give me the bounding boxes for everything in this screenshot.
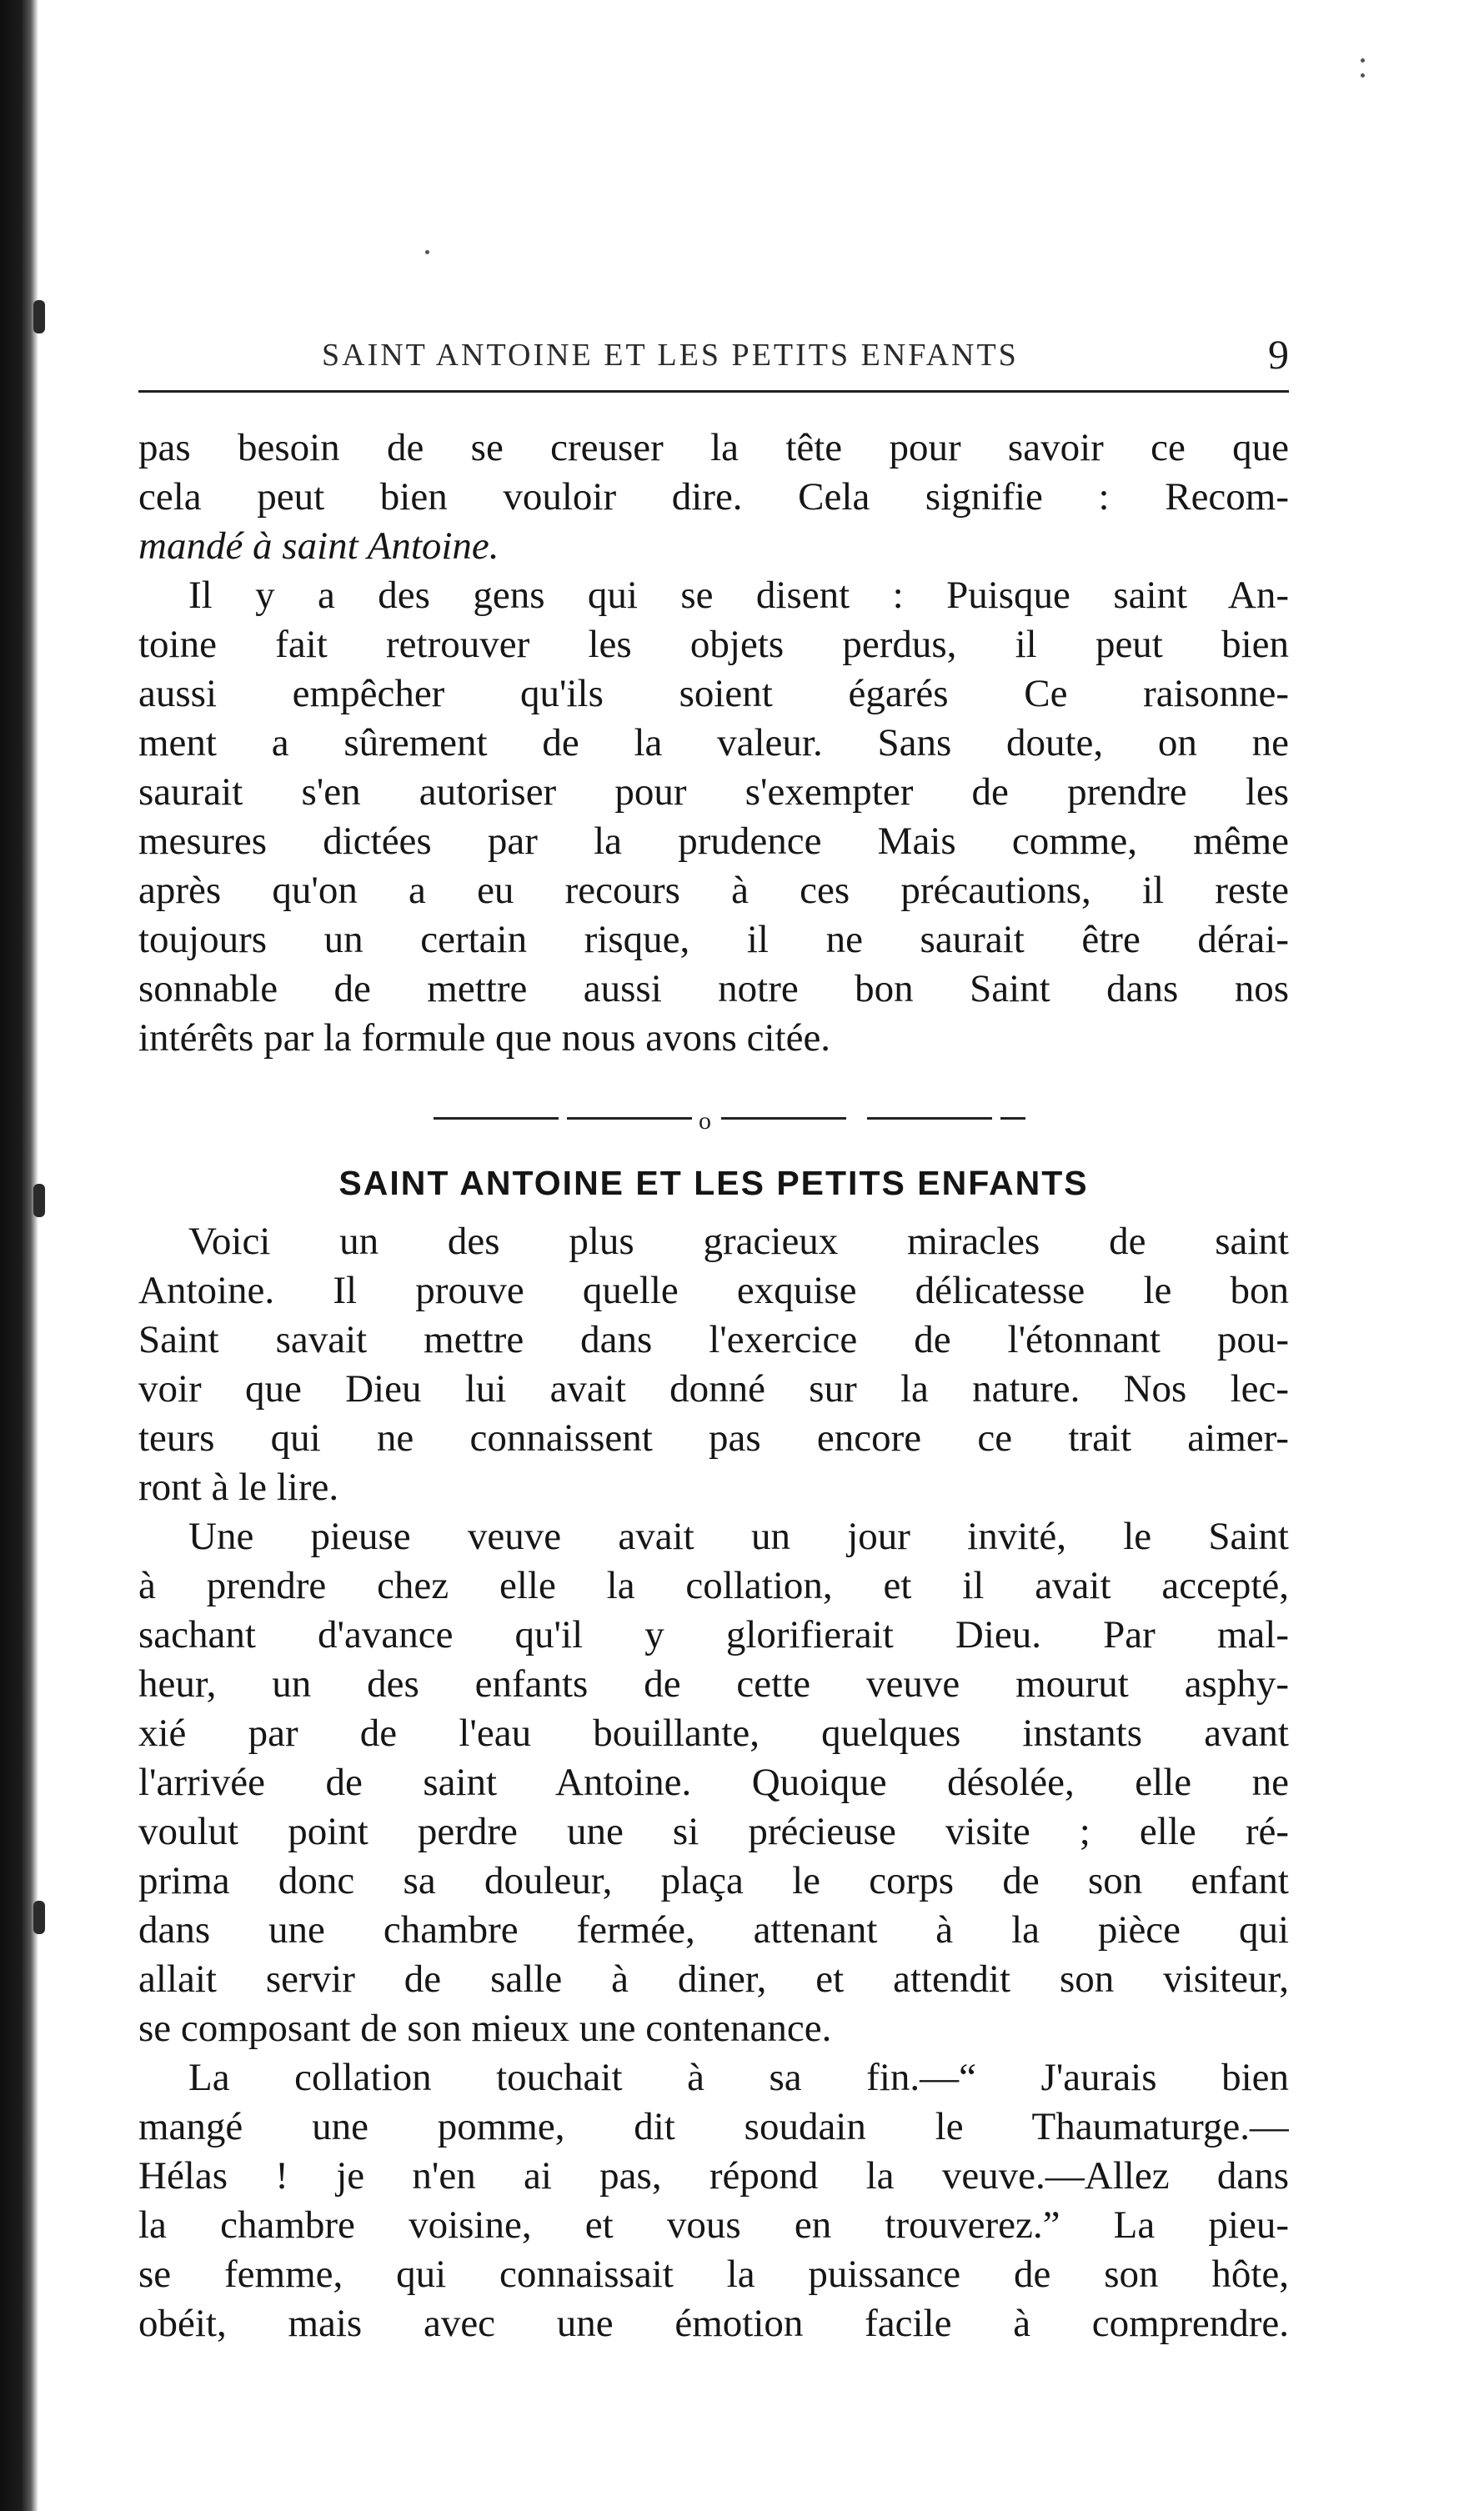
text-line: toine fait retrouver les objets perdus, il peut bien — [138, 623, 1289, 666]
text-line: à prendre chez elle la collation, et il avait accepté, — [138, 1564, 1289, 1607]
text-line: l'arrivée de saint Antoine. Quoique désolée, elle ne — [138, 1761, 1289, 1804]
text-line: pas besoin de se creuser la tête pour savoir ce que — [138, 426, 1289, 469]
header-rule — [138, 390, 1289, 393]
text-line: Une pieuse veuve avait un jour invité, le Saint — [188, 1515, 1289, 1558]
text-line: saurait s'en autoriser pour s'exempter de prendre les — [138, 770, 1289, 814]
text-line-italic: mandé à saint Antoine. — [138, 524, 499, 568]
text-line: se composant de son mieux une contenance. — [138, 2007, 832, 2050]
spine-speck — [33, 1901, 45, 1934]
paragraph-continuation — [138, 424, 1289, 571]
text-line: Il y a des gens qui se disent : Puisque saint An- — [188, 574, 1289, 617]
text-line: allait servir de salle à diner, et attendit son visiteur, — [138, 1957, 1289, 2001]
section-heading: SAINT ANTOINE ET LES PETITS ENFANTS — [338, 1164, 1089, 1202]
paragraph-introduction — [138, 1217, 1289, 1512]
text-line: xié par de l'eau bouillante, quelques instants avant — [138, 1712, 1289, 1755]
text-line: obéit, mais avec une émotion facile à comprendre. — [138, 2302, 1289, 2345]
paragraph-collation — [138, 2053, 1289, 2348]
text-line: la chambre voisine, et vous en trouverez.” La pieu- — [138, 2203, 1289, 2247]
text-line: Hélas ! je n'en ai pas, répond la veuve.—Allez dans — [138, 2154, 1289, 2198]
text-line: se femme, qui connaissait la puissance de son hôte, — [138, 2253, 1289, 2296]
separator-dash — [867, 1117, 992, 1120]
text-line: cela peut bien vouloir dire. Cela signifie : Recom- — [138, 475, 1289, 519]
print-speck — [1361, 73, 1365, 78]
spine-speck — [33, 1184, 45, 1217]
text-line: teurs qui ne connaissent pas encore ce trait aimer- — [138, 1416, 1289, 1460]
text-line: Saint savait mettre dans l'exercice de l'étonnant pou- — [138, 1318, 1289, 1361]
book-spine-edge — [0, 0, 38, 2511]
text-line: La collation touchait à sa fin.—“ J'aurais bien — [188, 2056, 1289, 2099]
text-line: ment a sûrement de la valeur. Sans doute, on ne — [138, 721, 1289, 764]
text-line: heur, un des enfants de cette veuve mourut asphy- — [138, 1662, 1289, 1706]
separator-circle: o — [699, 1107, 711, 1135]
text-line: après qu'on a eu recours à ces précautions, il reste — [138, 869, 1289, 912]
text-line: ront à le lire. — [138, 1466, 339, 1509]
separator-dash — [721, 1117, 846, 1120]
separator-dash — [434, 1117, 559, 1120]
text-line: Antoine. Il prouve quelle exquise délicatesse le bon — [138, 1269, 1289, 1312]
text-line: mesures dictées par la prudence Mais comme, même — [138, 819, 1289, 863]
print-speck — [1361, 58, 1365, 63]
page-number: 9 — [1268, 331, 1289, 378]
text-line: dans une chambre fermée, attenant à la pièce qui — [138, 1908, 1289, 1952]
text-line: voulut point perdre une si précieuse visite ; elle ré- — [138, 1810, 1289, 1853]
text-line: voir que Dieu lui avait donné sur la nature. Nos lec- — [138, 1367, 1289, 1411]
print-speck — [425, 250, 429, 254]
text-line: aussi empêcher qu'ils soient égarés Ce raisonne- — [138, 672, 1289, 715]
text-line: prima donc sa douleur, plaça le corps de son enfant — [138, 1859, 1289, 1902]
text-line: sachant d'avance qu'il y glorifierait Dieu. Par mal- — [138, 1613, 1289, 1656]
paragraph-widow-story — [138, 1512, 1289, 2053]
separator-dash — [567, 1117, 692, 1120]
spine-speck — [33, 300, 45, 333]
paragraph-precaution — [138, 571, 1289, 1063]
text-line: toujours un certain risque, il ne saurait être dérai- — [138, 918, 1289, 961]
text-line: mangé une pomme, dit soudain le Thaumaturge.— — [138, 2105, 1289, 2148]
running-title: SAINT ANTOINE ET LES PETITS ENFANTS — [322, 338, 1019, 373]
page-header — [138, 330, 1289, 380]
text-line: intérêts par la formule que nous avons citée. — [138, 1016, 831, 1060]
text-line: sonnable de mettre aussi notre bon Saint dans nos — [138, 967, 1289, 1010]
separator-dash — [1000, 1117, 1025, 1120]
text-line: Voici un des plus gracieux miracles de saint — [188, 1220, 1289, 1263]
section-separator — [434, 1107, 1034, 1135]
